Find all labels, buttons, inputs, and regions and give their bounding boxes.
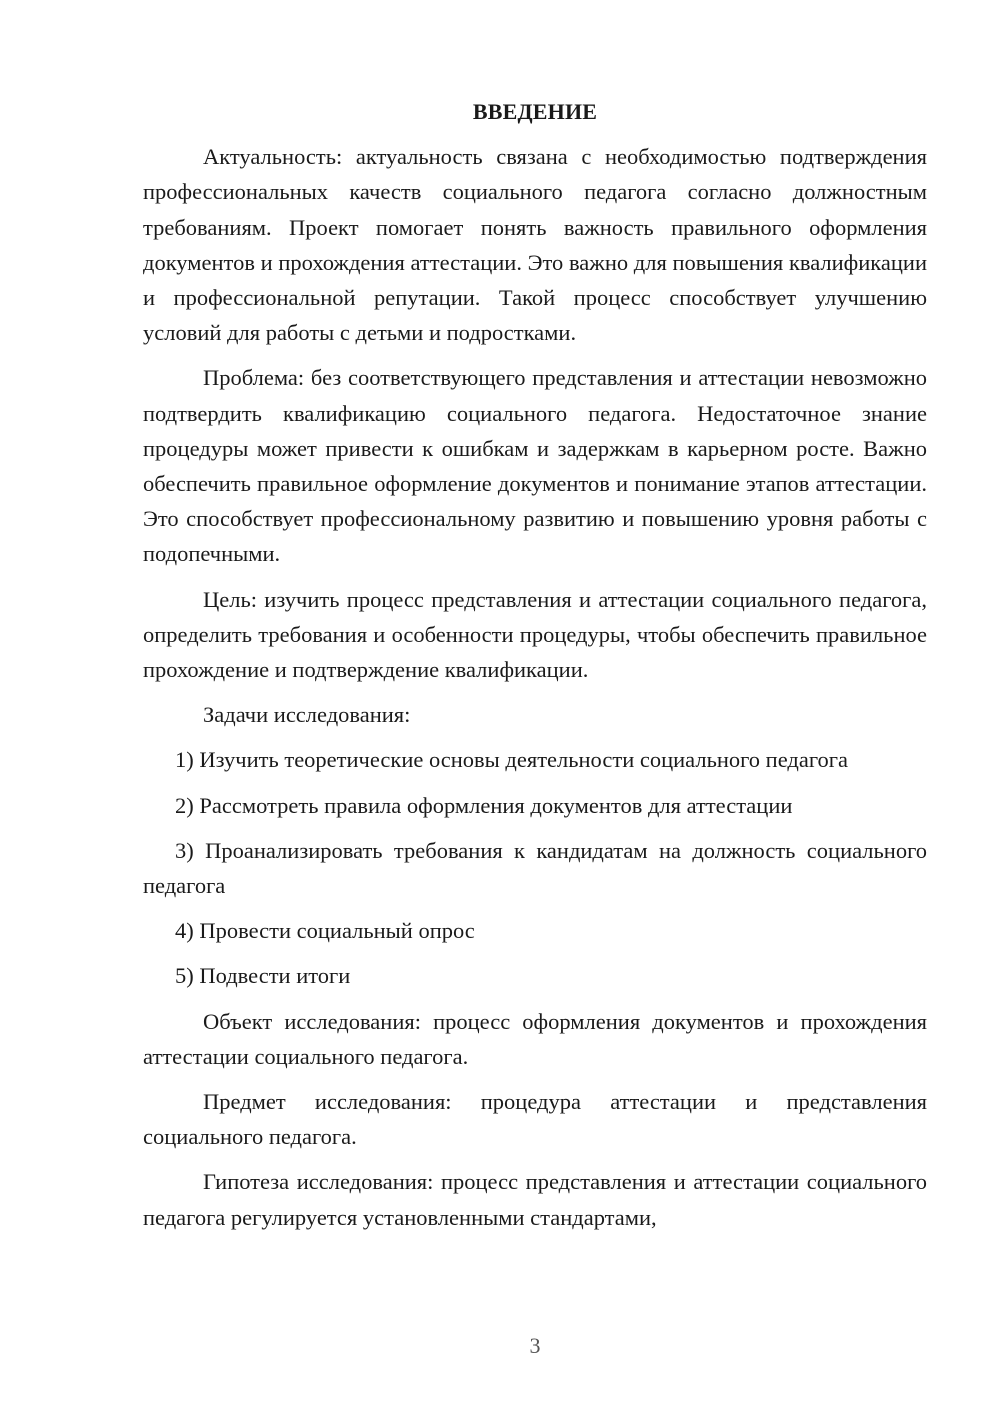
problem-paragraph: Проблема: без соответствующего представления и аттестации невозможно подтвердить квалификацию социального педагога. Недостаточное знание процедуры может привести к ошибкам и задержкам в карьерном росте. Важно обеспечить правильное оформление документов и понимание этапов аттестации. Это способствует профессиональному развитию и повышению уровня работы с подопечными. xyxy=(143,365,927,567)
task-item: 3) Проанализировать требования к кандидатам на должность социального педагога xyxy=(143,837,927,899)
relevance-paragraph: Актуальность: актуальность связана с необходимостью подтверждения профессиональных качеств социального педагога согласно должностным требованиям. Проект помогает понять важность правильного оформления документов и прохождения аттестации. Это важно для повышения квалификации и профессиональной репутации. Такой процесс способствует улучшению условий для работы с детьми и подростками. xyxy=(143,144,927,346)
document-body xyxy=(143,94,927,1245)
task-item: 1) Изучить теоретические основы деятельности социального педагога xyxy=(175,747,848,773)
subject-paragraph: Предмет исследования: процедура аттестации и представления социального педагога. xyxy=(143,1089,927,1150)
page-number: 3 xyxy=(529,1333,541,1358)
tasks-heading: Задачи исследования: xyxy=(203,702,411,728)
hypothesis-paragraph: Гипотеза исследования: процесс представления и аттестации социального педагога регулируется установленными стандартами, xyxy=(143,1169,927,1230)
task-item: 5) Подвести итоги xyxy=(175,963,351,989)
page-title: ВВЕДЕНИЕ xyxy=(472,99,598,124)
goal-paragraph: Цель: изучить процесс представления и аттестации социального педагога, определить требования и особенности процедуры, чтобы обеспечить правильное прохождение и подтверждение квалификации. xyxy=(143,586,927,683)
object-paragraph: Объект исследования: процесс оформления документов и прохождения аттестации социального педагога. xyxy=(143,1008,927,1069)
task-item: 2) Рассмотреть правила оформления документов для аттестации xyxy=(175,792,793,818)
task-item: 4) Провести социальный опрос xyxy=(175,918,475,944)
